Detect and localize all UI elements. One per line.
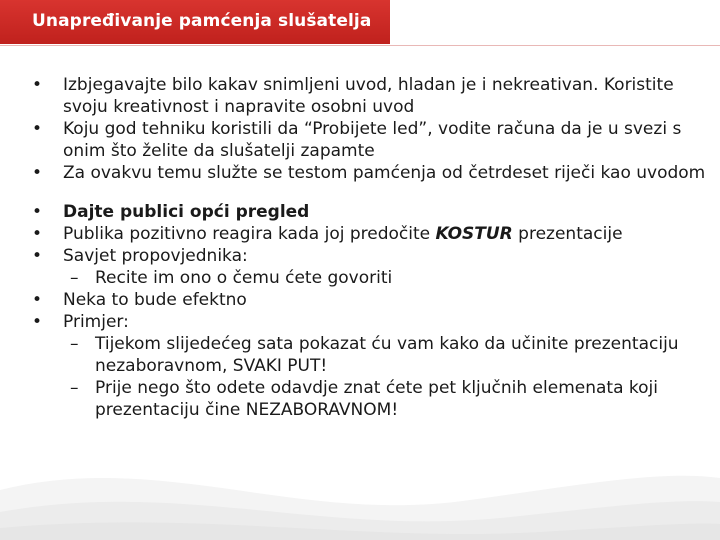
sub-bullet-text: Prije nego što odete odavdje znat ćete pet ključnih elemenata koji prezentaciju čine NEZABORAVNOM! (95, 378, 658, 420)
bullet-text: Primjer: (63, 312, 129, 332)
bullet-icon: • (32, 75, 43, 95)
bullet-icon: • (32, 224, 43, 244)
spacer (26, 184, 706, 201)
sub-bullet-text: Recite im ono o čemu ćete govoriti (95, 268, 393, 288)
title-banner (0, 0, 390, 44)
bullet-icon: • (32, 246, 43, 266)
bullet-item (26, 245, 706, 267)
bullet-text: Za ovakvu temu služte se testom pamćenja od četrdeset riječi kao uvodom (63, 163, 706, 183)
sub-bullet-item (26, 333, 706, 377)
sub-bullet-item (26, 377, 706, 421)
slide-body (26, 74, 706, 421)
dash-icon: – (70, 268, 79, 288)
bullet-item (26, 162, 706, 184)
bullet-item (26, 74, 706, 118)
bullet-item (26, 201, 706, 223)
bullet-text: Dajte publici opći pregled (63, 202, 310, 222)
bullet-item (26, 118, 706, 162)
decorative-waves (0, 430, 720, 540)
dash-icon: – (70, 378, 79, 398)
bullet-item (26, 289, 706, 311)
sub-bullet-item (26, 267, 706, 289)
dash-icon: – (70, 334, 79, 354)
bullet-icon: • (32, 163, 43, 183)
bullet-text: Neka to bude efektno (63, 290, 247, 310)
bullet-icon: • (32, 290, 43, 310)
sub-bullet-text: Tijekom slijedećeg sata pokazat ću vam kako da učinite prezentaciju nezaboravnom, SVAKI PUT! (95, 334, 679, 376)
bullet-item (26, 223, 706, 245)
bullet-icon: • (32, 119, 43, 139)
bullet-text: Koju god tehniku koristili da “Probijete led”, vodite računa da je u svezi s onim što želite da slušatelji zapamte (63, 119, 682, 161)
bullet-item (26, 311, 706, 333)
bullet-icon: • (32, 312, 43, 332)
bullet-text: Savjet propovjednika: (63, 246, 248, 266)
slide-title: Unapređivanje pamćenja slušatelja (32, 11, 372, 31)
title-divider (0, 45, 720, 46)
bullet-text-before: Publika pozitivno reagira kada joj predočite (63, 224, 436, 244)
bullet-text-after: prezentacije (512, 224, 623, 244)
bullet-text-emphasis: KOSTUR (435, 224, 513, 244)
bullet-text: Izbjegavajte bilo kakav snimljeni uvod, hladan je i nekreativan. Koristite svoju kreativnost i napravite osobni uvod (63, 75, 674, 117)
bullet-icon: • (32, 202, 43, 222)
